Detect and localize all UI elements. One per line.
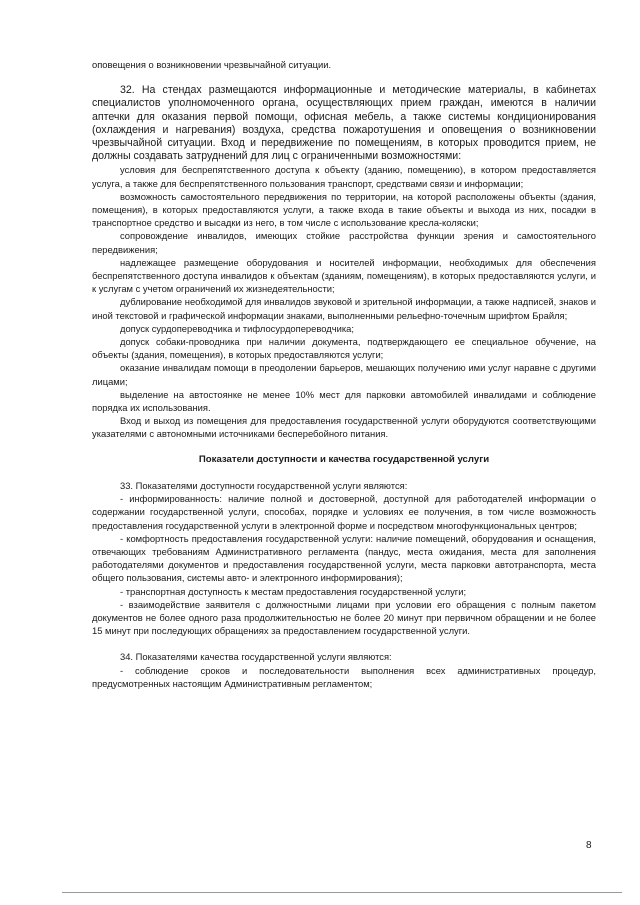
paragraph-entrance: Вход и выход из помещения для предоставления государственной услуги оборудуются соответствующими указателями с автономными источниками бесперебойного питания. — [92, 415, 596, 440]
indicator-item: - соблюдение сроков и последовательности выполнения всех административных процедур, предусмотренных настоящим Административным регламентом; — [92, 664, 596, 689]
condition-item: сопровождение инвалидов, имеющих стойкие расстройства функции зрения и самостоятельного передвижения; — [92, 230, 596, 255]
paragraph-continuation: оповещения о возникновении чрезвычайной ситуации. — [92, 59, 332, 70]
condition-item: оказание инвалидам помощи в преодолении барьеров, мешающих получению ими услуг наравне с другими лицами; — [92, 362, 596, 387]
paragraph-34-title: 34. Показателями качества государственной услуги являются: — [120, 651, 392, 663]
condition-item: надлежащее размещение оборудования и носителей информации, необходимых для обеспечения беспрепятственного доступа инвалидов к объектам (зданиям, помещениям), в которых предоставляются услуги, и к услугам с учетом ограничений их жизнедеятельности; — [92, 256, 596, 295]
page-number: 8 — [586, 840, 592, 851]
paragraph-33-title: 33. Показателями доступности государственной услуги являются: — [120, 479, 408, 491]
bottom-divider — [62, 892, 622, 893]
condition-item: возможность самостоятельного передвижения по территории, на которой расположены объекты (здания, помещения), в которых предоставляются услуги, а также входа в такие объекты и выхода из них, посадки в транспортное средство и высадки из него, в том числе с использование кресла-коляски; — [92, 190, 596, 229]
paragraph-32: 32. На стендах размещаются информационные и методические материалы, в кабинетах специалистов уполномоченного органа, осуществляющих прием граждан, имеются в наличии аптечки для оказания первой помощи, офисная мебель, а также системы кондиционирования (охлаждения и нагревания) воздуха, средства пожаротушения и оповещения о возникновении чрезвычайной ситуации. Вход и передвижение по помещениям, в которых проводится прием, не должны создавать затруднений для лиц с ограниченными возможностями: — [92, 84, 596, 163]
indicator-item: - взаимодействие заявителя с должностными лицами при условии его обращения с полным пакетом документов не более одного раза продолжительностью не более 20 минут при первичном обращении и не более 15 минут при последующих обращениях за предоставлением государственной услуги. — [92, 598, 596, 637]
condition-item: условия для беспрепятственного доступа к объекту (зданию, помещению), в котором предоставляется услуга, а также для беспрепятственного пользования транспорт, средствами связи и информации; — [92, 164, 596, 189]
condition-item: допуск сурдопереводчика и тифлосурдопереводчика; — [120, 322, 354, 334]
condition-item: выделение на автостоянке не менее 10% мест для парковки автомобилей инвалидами и соблюдение порядка их использования. — [92, 388, 596, 414]
indicator-item: - транспортная доступность к местам предоставления государственной услуги; — [120, 585, 467, 597]
condition-item: допуск собаки-проводника при наличии документа, подтверждающего ее специальное обучение, на объекты (здания, помещения), в которых предоставляются услуги; — [92, 336, 596, 361]
indicator-item: - информированность: наличие полной и достоверной, доступной для работодателей информации о содержании государственной услуги, способах, порядке и условиях ее получения, в том числе возможность предоставления государственной услуги в электронной форме и посредством многофункциональных центров; — [92, 493, 596, 531]
document-body — [92, 58, 596, 690]
section-heading: Показатели доступности и качества государственной услуги — [198, 453, 490, 465]
indicator-item: - комфортность предоставления государственной услуги: наличие помещений, оборудования и оснащения, отвечающих требованиям Административного регламента (пандус, места ожидания, места для заполнения работодателями документов и предоставления государственной услуги, места парковки автотранспорта, места общего пользования, системы авто- и электронного информирования); — [92, 532, 596, 584]
condition-item: дублирование необходимой для инвалидов звуковой и зрительной информации, а также надписей, знаков и иной текстовой и графической информации знаками, выполненными рельефно-точечным шрифтом Брайля; — [92, 296, 596, 321]
